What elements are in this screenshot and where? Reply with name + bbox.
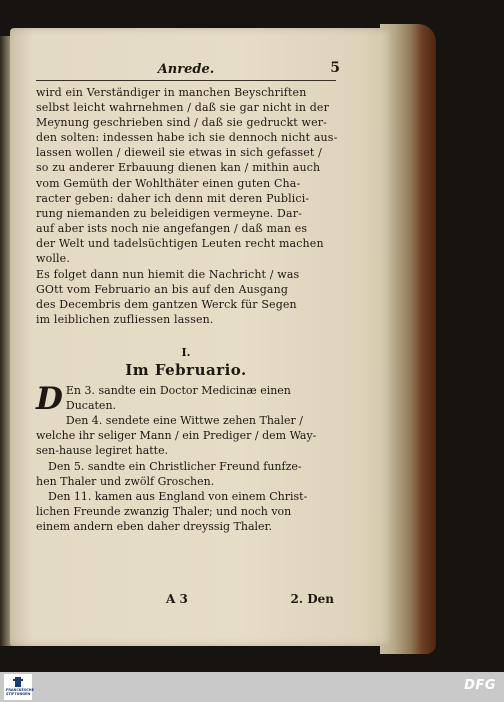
text-line: vom Gemüth der Wohlthäter einen guten Cha- <box>36 176 301 190</box>
text-line: auf aber ists noch nie angefangen / daß man es <box>36 221 308 235</box>
text-line: lassen wollen / dieweil sie etwas in sich gefasset / <box>36 146 322 160</box>
text-line: des Decembris dem gantzen Werck für Segen <box>36 298 297 312</box>
page-text-block <box>36 60 340 606</box>
dfg-logo[interactable]: DFG <box>464 678 496 693</box>
section-number: I. <box>181 345 191 359</box>
viewer-footer-bar <box>0 672 504 702</box>
entry-line: En 3. sandte ein Doctor Medicinæ einen <box>65 383 291 397</box>
entry-line: hen Thaler und zwölf Groschen. <box>36 474 215 488</box>
text-line: wird ein Verständiger in manchen Beyschriften <box>36 86 307 99</box>
text-line: Meynung geschrieben sind / daß sie gedruckt wer- <box>36 116 328 130</box>
entry-line: Den 5. sandte ein Christlicher Freund funfze- <box>48 459 302 473</box>
entry-line: Den 11. kamen aus England von einem Christ- <box>48 489 308 503</box>
entry-line: welche ihr seliger Mann / ein Prediger / dem Way- <box>36 429 317 443</box>
text-line: so zu anderer Erbauung dienen kan / mithin auch <box>36 161 321 175</box>
text-line: der Welt und tadelsüchtigen Leuten recht machen <box>36 236 324 250</box>
section-title: Im Februario. <box>125 360 247 379</box>
library-logo-text: FRANCKESCHE STIFTUNGEN <box>6 688 34 696</box>
drop-cap: D <box>36 380 63 417</box>
text-line: rung niemanden zu beleidigen vermeyne. Dar- <box>36 206 302 220</box>
page-header <box>36 60 340 81</box>
entry-line: sen-hause legiret hatte. <box>36 444 169 458</box>
entry-line: einem andern eben daher dreyssig Thaler. <box>36 520 273 534</box>
signature-mark: A 3 <box>166 592 188 606</box>
entry-line: lichen Freunde zwanzig Thaler; und noch von <box>36 505 292 519</box>
text-line: selbst leicht wahrnehmen / daß sie gar nicht in der <box>36 101 329 115</box>
intro-paragraph <box>36 85 336 266</box>
text-line: im leiblichen zufliessen lassen. <box>36 313 214 327</box>
second-paragraph <box>36 267 336 327</box>
library-logo[interactable] <box>4 674 32 700</box>
entry-line: Den 4. sendete eine Wittwe zehen Thaler / <box>65 413 303 427</box>
library-emblem-icon <box>4 675 32 689</box>
text-line: Es folget dann nun hiemit die Nachricht / was <box>36 268 300 282</box>
book-page <box>10 28 394 646</box>
catchword: 2. Den <box>290 592 334 606</box>
text-line: wolle. <box>36 252 70 266</box>
text-line: GOtt vom Februario an bis auf den Ausgang <box>36 283 289 297</box>
entry-line: Ducaten. <box>65 398 117 412</box>
running-head: Anrede. <box>157 62 215 77</box>
text-line: racter geben: daher ich denn mit deren Publici- <box>36 191 310 205</box>
page-number: 5 <box>330 60 340 76</box>
donation-entries <box>36 380 336 535</box>
text-line: den solten: indessen habe ich sie dennoch nicht aus- <box>36 131 338 145</box>
